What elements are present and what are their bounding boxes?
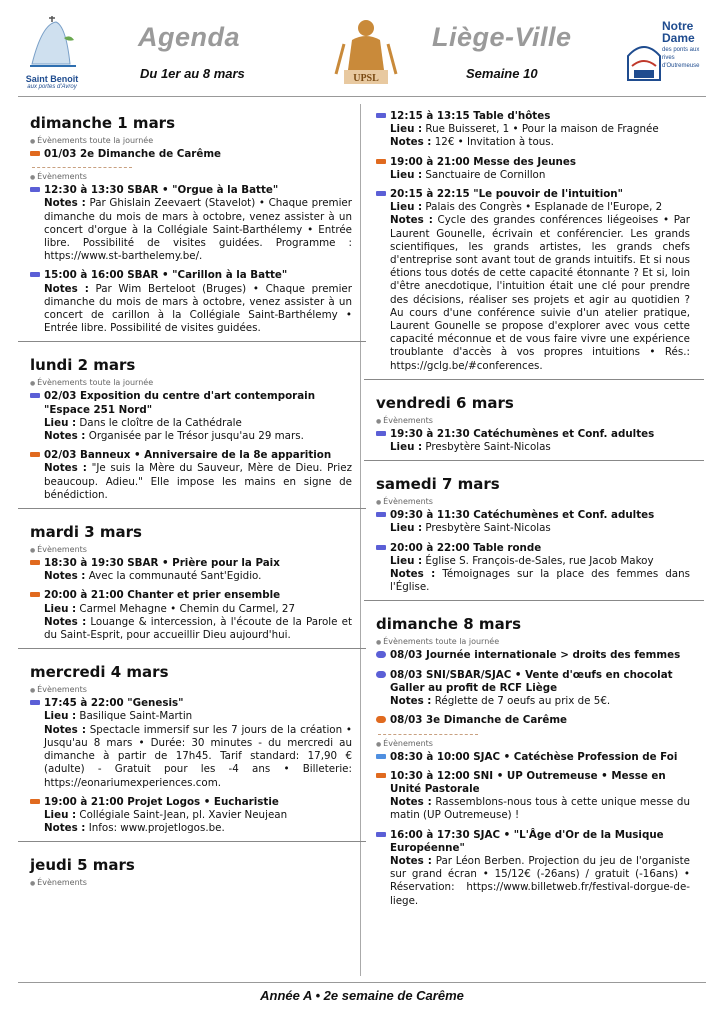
event-color-marker xyxy=(30,272,40,277)
event-color-marker xyxy=(376,113,386,118)
event-color-marker xyxy=(30,799,40,804)
day-separator xyxy=(18,508,366,509)
page-header xyxy=(0,0,724,96)
events-label: ● Évènements xyxy=(376,739,690,748)
event-title: 08/03 3e Dimanche de Carême xyxy=(390,714,568,727)
event-title: 17:45 à 22:00 "Genesis" xyxy=(44,697,184,710)
allday-label: ● Évènements toute la journée xyxy=(376,637,690,646)
event-title: 20:15 à 22:15 "Le pouvoir de l'intuition" xyxy=(390,188,623,201)
day-section-continued xyxy=(376,104,690,384)
event-color-marker xyxy=(376,431,386,436)
location-label: Lieu : xyxy=(390,522,423,535)
event-item xyxy=(30,269,352,335)
event-location xyxy=(390,123,690,136)
event-color-marker xyxy=(376,716,386,723)
location-text: Carmel Mehagne • Chemin du Carmel, 27 xyxy=(76,602,296,615)
notes-text: Cycle des grandes conférences liégeoises • Par Laurent Gounelle, écrivain et conférencier. Les grands scientifiques, les grands artistes, les grands chefs d'entreprise sont avant tout de grands intuitifs. Et si nous étions tous dotés de cette capacité étonnante ? Et si, loin d'être anecdotique, l'intuition était une clé pour prendre des décisions, réaliser ses projets et agir au quotidien ? Au cours d'une conférence suivie d'un atelier pratique, Laurent Gounelle se propose d'explorer avec vous cette capacité méconnue et de vous faire vivre une expérience troublante d'accès à vos propres intuitions • Rés.: https://gclg.be/#conferences. xyxy=(390,214,690,372)
notes-text: Infos: www.projetlogos.be. xyxy=(85,822,225,835)
event-title: 19:30 à 21:30 Catéchumènes et Conf. adultes xyxy=(390,427,655,440)
day-title: mardi 3 mars xyxy=(30,523,142,542)
event-title: 16:00 à 17:30 SJAC • "L'Âge d'Or de la Musique Européenne" xyxy=(390,828,664,854)
dashed-separator xyxy=(378,734,478,735)
right-column xyxy=(376,104,690,918)
location-text: Rue Buisseret, 1 • Pour la maison de Fragnée xyxy=(422,123,659,136)
event-notes xyxy=(390,214,690,372)
notes-label: Notes : xyxy=(390,796,432,809)
notes-label: Notes : xyxy=(44,430,86,443)
notes-text: Réglette de 7 oeufs au prix de 5€. xyxy=(431,695,611,708)
footer-rule xyxy=(18,982,706,983)
event-item xyxy=(376,669,690,709)
event-title: 01/03 2e Dimanche de Carême xyxy=(44,148,222,160)
event-color-marker xyxy=(376,651,386,658)
location-label: Lieu : xyxy=(44,602,77,615)
day-separator xyxy=(364,600,704,601)
event-item xyxy=(376,770,690,823)
location-label: Lieu : xyxy=(390,441,423,454)
event-item xyxy=(376,188,690,373)
event-title: 02/03 Banneux • Anniversaire de la 8e apparition xyxy=(44,449,332,462)
notes-text: Organisée par le Trésor jusqu'au 29 mars. xyxy=(85,430,304,443)
notes-label: Notes : xyxy=(44,282,89,295)
event-notes xyxy=(44,822,352,835)
notes-label: Notes : xyxy=(390,136,432,149)
event-notes xyxy=(390,855,690,908)
column-divider xyxy=(360,104,361,976)
event-notes xyxy=(44,462,352,502)
event-location xyxy=(44,603,352,616)
notre-dame-logo-sub: des ponts aux rives d'Outremeuse xyxy=(662,47,700,69)
saint-figure-icon xyxy=(326,14,406,90)
notes-text: Témoignages sur la place des femmes dans l'Église. xyxy=(390,568,690,594)
upsl-logo-text: UPSL xyxy=(353,73,379,84)
church-icon xyxy=(22,14,82,70)
date-range: Du 1er au 8 mars xyxy=(140,66,245,81)
day-separator xyxy=(364,460,704,461)
day-section xyxy=(376,384,690,465)
notes-text: Par Wim Berteloot (Bruges) • Chaque premier dimanche du mois de mars à octobre, venez assister à un concert de carillon à la Collégiale Saint-Barthélemy • Entrée libre. Possibilité de visites guidées. xyxy=(44,282,352,335)
event-color-marker xyxy=(376,773,386,778)
event-item xyxy=(376,751,690,764)
events-label: ● Évènements xyxy=(30,685,352,694)
event-item xyxy=(30,148,352,161)
notes-label: Notes : xyxy=(44,723,86,736)
location-text: Basilique Saint-Martin xyxy=(76,710,193,723)
event-location xyxy=(390,441,690,454)
event-notes xyxy=(390,796,690,822)
day-title: jeudi 5 mars xyxy=(30,856,135,875)
event-notes xyxy=(44,616,352,642)
allday-label: ● Évènements toute la journée xyxy=(30,136,352,145)
location-text: Dans le cloître de la Cathédrale xyxy=(76,416,242,429)
event-location xyxy=(390,522,690,535)
location-label: Lieu : xyxy=(390,554,423,567)
day-separator xyxy=(18,648,366,649)
event-item xyxy=(376,714,690,727)
city-title: Liège-Ville xyxy=(432,22,572,52)
event-color-marker xyxy=(30,151,40,156)
notre-dame-logo-text: Notre Dame xyxy=(662,19,695,45)
event-notes xyxy=(390,136,690,149)
day-title: lundi 2 mars xyxy=(30,356,136,375)
location-label: Lieu : xyxy=(390,201,423,214)
location-text: Presbytère Saint-Nicolas xyxy=(422,522,551,535)
event-title: 08:30 à 10:00 SJAC • Catéchèse Profession de Foi xyxy=(390,750,678,763)
event-notes xyxy=(44,724,352,790)
day-section xyxy=(30,513,352,653)
event-color-marker xyxy=(30,187,40,192)
day-separator xyxy=(18,341,366,342)
event-color-marker xyxy=(30,592,40,597)
event-item xyxy=(30,589,352,642)
location-text: Presbytère Saint-Nicolas xyxy=(422,441,551,454)
event-notes xyxy=(390,695,690,708)
footer-liturgical-year: Année A • 2e semaine de Carême xyxy=(260,988,464,1003)
notes-label: Notes : xyxy=(390,214,433,227)
day-separator xyxy=(18,841,366,842)
event-item xyxy=(376,829,690,908)
event-color-marker xyxy=(376,754,386,759)
notes-label: Notes : xyxy=(44,615,87,628)
event-color-marker xyxy=(30,560,40,565)
notes-text: Rassemblons-nous tous à cette unique messe du matin (UP Outremeuse) ! xyxy=(390,796,690,822)
event-title: 20:00 à 22:00 Table ronde xyxy=(390,541,542,554)
location-text: Collégiale Saint-Jean, pl. Xavier Neujean xyxy=(76,808,288,821)
event-title: 19:00 à 21:00 Projet Logos • Eucharistie xyxy=(44,795,279,808)
notes-text: Louange & intercession, à l'écoute de la Parole et du Saint-Esprit, pour accueillir Dieu aujourd'hui. xyxy=(44,615,352,642)
event-color-marker xyxy=(376,832,386,837)
day-section xyxy=(376,465,690,605)
notes-text: Par Léon Berben. Projection du jeu de l'organiste sur grand écran • 15/12€ (-26ans) / gratuit (-16ans) • Réservation: https://www.billetweb.fr/festival-dorgue-de-liege. xyxy=(390,854,690,907)
event-title: 12:15 à 13:15 Table d'hôtes xyxy=(390,110,551,122)
saint-benoit-logo xyxy=(22,14,82,92)
event-location xyxy=(390,169,690,182)
event-notes xyxy=(44,283,352,336)
location-label: Lieu : xyxy=(44,808,77,821)
event-title: 20:00 à 21:00 Chanter et prier ensemble xyxy=(44,589,281,602)
event-location xyxy=(44,417,352,430)
notes-label: Notes : xyxy=(44,570,86,583)
day-title: mercredi 4 mars xyxy=(30,663,169,682)
event-color-marker xyxy=(30,393,40,398)
day-section xyxy=(30,653,352,846)
event-item xyxy=(376,428,690,454)
location-text: Palais des Congrès • Esplanade de l'Europe, 2 xyxy=(422,201,663,214)
event-item xyxy=(30,557,352,583)
event-item xyxy=(30,390,352,443)
agenda-title: Agenda xyxy=(138,22,241,52)
event-item xyxy=(30,796,352,836)
allday-label: ● Évènements toute la journée xyxy=(30,378,352,387)
location-label: Lieu : xyxy=(44,416,77,429)
notes-text: 12€ • Invitation à tous. xyxy=(431,136,554,149)
events-label: ● Évènements xyxy=(30,545,352,554)
event-item xyxy=(376,509,690,535)
event-title: 09:30 à 11:30 Catéchumènes et Conf. adultes xyxy=(390,509,655,522)
events-label: ● Évènements xyxy=(376,497,690,506)
event-item xyxy=(376,649,690,662)
event-item xyxy=(376,110,690,150)
day-section xyxy=(30,846,352,894)
event-item xyxy=(30,697,352,789)
event-notes xyxy=(44,197,352,263)
event-location xyxy=(44,710,352,723)
saint-benoit-logo-text: Saint Benoît xyxy=(25,74,79,84)
notes-text: "Je suis la Mère du Sauveur, Mère de Dieu. Priez beaucoup. Adieu." Elle impose les mains en signe de bénédiction. xyxy=(44,462,352,501)
event-notes xyxy=(390,568,690,594)
event-title: 02/03 Exposition du centre d'art contemporain "Espace 251 Nord" xyxy=(44,390,316,416)
notre-dame-logo xyxy=(624,18,710,92)
event-color-marker xyxy=(376,159,386,164)
notes-label: Notes : xyxy=(44,197,86,210)
event-title: 19:00 à 21:00 Messe des Jeunes xyxy=(390,155,576,168)
day-title: samedi 7 mars xyxy=(376,475,500,494)
event-item xyxy=(30,184,352,263)
left-column xyxy=(30,104,352,894)
day-title: dimanche 1 mars xyxy=(30,114,176,132)
event-location xyxy=(390,201,690,214)
event-title: 12:30 à 13:30 SBAR • "Orgue à la Batte" xyxy=(44,184,279,197)
day-separator xyxy=(364,379,704,380)
event-color-marker xyxy=(30,700,40,705)
notes-text: Par Ghislain Zeevaert (Stavelot) • Chaque premier dimanche du mois de mars à octobre, venez assister à un concert d'orgue à la Collégiale Saint-Barthélemy • Entrée libre. Possibilité de visites guidées. Programme : https://www.st-barthelemy.be/. xyxy=(44,197,352,263)
location-label: Lieu : xyxy=(390,168,423,181)
event-color-marker xyxy=(376,191,386,196)
event-notes xyxy=(44,430,352,443)
event-item xyxy=(376,542,690,595)
event-title: 08/03 Journée internationale > droits des femmes xyxy=(390,649,681,662)
week-number: Semaine 10 xyxy=(466,66,538,81)
event-color-marker xyxy=(376,512,386,517)
event-color-marker xyxy=(30,452,40,457)
notes-text: Spectacle immersif sur les 7 jours de la création • Jusqu'au 8 mars • Durée: 30 minutes - du mercredi au dimanche à partir de 17h45. Tarif standard: 17,90 € (adulte) - Gratuit pour les -4 ans • Billeterie: https://eonariumexperiences.com. xyxy=(44,723,352,789)
event-color-marker xyxy=(376,671,386,678)
event-item xyxy=(30,449,352,502)
day-section xyxy=(30,346,352,513)
location-label: Lieu : xyxy=(44,710,77,723)
event-title: 10:30 à 12:00 SNI • UP Outremeuse • Messe en Unité Pastorale xyxy=(390,769,666,795)
location-text: Sanctuaire de Cornillon xyxy=(422,168,546,181)
notes-label: Notes : xyxy=(390,695,432,708)
events-label: ● Évènements xyxy=(376,416,690,425)
event-notes xyxy=(44,570,352,583)
day-section xyxy=(30,104,352,346)
notes-label: Notes : xyxy=(44,822,86,835)
day-section xyxy=(376,605,690,917)
event-title: 08/03 SNI/SBAR/SJAC • Vente d'œufs en chocolat Galler au profit de RCF Liège xyxy=(390,668,673,694)
notes-text: Avec la communauté Sant'Egidio. xyxy=(85,570,262,583)
event-color-marker xyxy=(376,545,386,550)
event-location xyxy=(390,555,690,568)
saint-benoit-logo-sub: aux portes d'Avroy xyxy=(27,84,77,90)
notes-label: Notes : xyxy=(390,854,432,867)
location-label: Lieu : xyxy=(390,123,423,136)
event-item xyxy=(376,156,690,182)
event-title: 15:00 à 16:00 SBAR • "Carillon à la Batte" xyxy=(44,269,288,282)
location-text: Église S. François-de-Sales, rue Jacob Makoy xyxy=(422,554,654,567)
event-location xyxy=(44,809,352,822)
events-label: ● Évènements xyxy=(30,172,352,181)
header-rule xyxy=(18,96,706,97)
bridge-icon xyxy=(624,26,664,86)
event-title: 18:30 à 19:30 SBAR • Prière pour la Paix xyxy=(44,557,280,570)
events-label: ● Évènements xyxy=(30,878,352,887)
dashed-separator xyxy=(32,167,132,168)
day-title: dimanche 8 mars xyxy=(376,615,522,634)
day-title: vendredi 6 mars xyxy=(376,393,514,412)
notes-label: Notes : xyxy=(390,568,436,581)
upsl-logo xyxy=(326,14,406,90)
notes-label: Notes : xyxy=(44,462,87,475)
